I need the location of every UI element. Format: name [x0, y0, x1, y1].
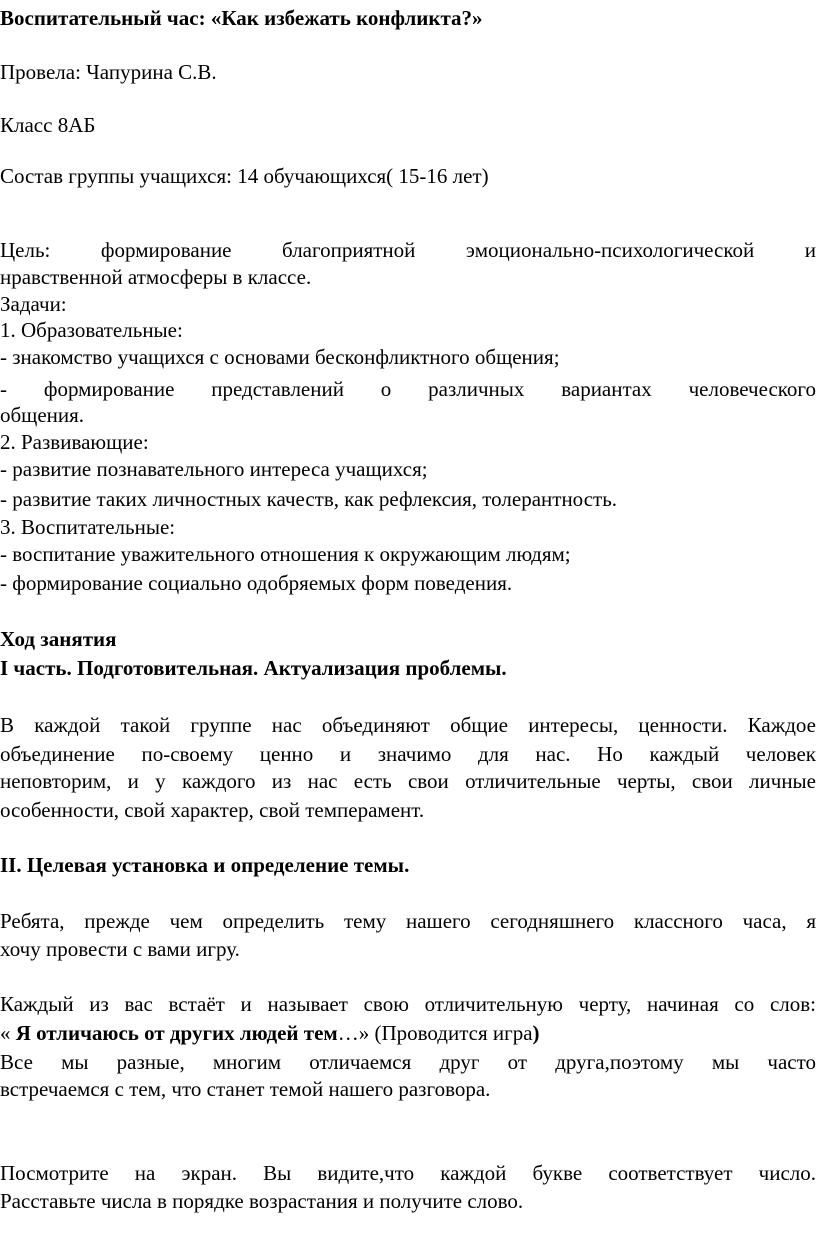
paren-close: )	[532, 1021, 540, 1045]
upbringing-heading: 3. Воспитательные:	[0, 515, 176, 539]
part1-heading: I часть. Подготовительная. Актуализация проблемы.	[0, 656, 507, 680]
upb-item-1: - воспитание уважительного отношения к окружающим людям;	[0, 542, 571, 566]
game-line-1: Каждый из вас встаёт и называет свою отличительную черту, начиная со слов:	[0, 992, 816, 1016]
diff-line-2: встречаемся с тем, что станет темой нашего разговора.	[0, 1077, 491, 1101]
lesson-heading: Ход занятия	[0, 627, 117, 651]
document-title: Воспитательный час: «Как избежать конфликта?»	[0, 6, 483, 30]
quote-bold-phrase: Я отличаюсь от других людей тем	[15, 1021, 338, 1045]
screen-line-2: Расставьте числа в порядке возрастания и получите слово.	[0, 1189, 524, 1213]
tasks-heading: Задачи:	[0, 292, 67, 316]
quote-open: «	[0, 1021, 16, 1045]
part1-paragraph-line-3: неповторим, и у каждого из нас есть свои отличительные черты, свои личные	[0, 769, 816, 793]
goal-line-1: Цель: формирование благоприятной эмоционально-психологической и	[0, 238, 816, 262]
group-line: Состав группы учащихся: 14 обучающихся( 15-16 лет)	[0, 164, 489, 188]
educational-heading: 1. Образовательные:	[0, 318, 183, 342]
goal-line-2: нравственной атмосферы в классе.	[0, 265, 312, 289]
teacher-line: Провела: Чапурина С.В.	[0, 60, 217, 84]
dev-item-1: - развитие познавательного интереса учащихся;	[0, 457, 428, 481]
developing-heading: 2. Развивающие:	[0, 430, 149, 454]
diff-line-1: Все мы разные, многим отличаемся друг от друга,поэтому мы часто	[0, 1050, 816, 1074]
edu-item-2-line-1: - формирование представлений о различных вариантах человеческого	[0, 377, 816, 401]
part2-heading: II. Целевая установка и определение темы.	[0, 853, 410, 877]
edu-item-2-line-2: общения.	[0, 403, 85, 427]
part1-paragraph-line-4: особенности, свой характер, свой темперамент.	[0, 798, 425, 822]
upb-item-2: - формирование социально одобряемых форм поведения.	[0, 571, 513, 595]
part1-paragraph-line-1: В каждой такой группе нас объединяют общие интересы, ценности. Каждое	[0, 713, 816, 737]
edu-item-1: - знакомство учащихся с основами бесконфликтного общения;	[0, 345, 560, 369]
screen-line-1: Посмотрите на экран. Вы видите,что каждой букве соответствует число.	[0, 1161, 816, 1185]
part2-paragraph-line-2: хочу провести с вами игру.	[0, 937, 240, 961]
dev-item-2: - развитие таких личностных качеств, как рефлексия, толерантность.	[0, 487, 618, 511]
part2-paragraph-line-1: Ребята, прежде чем определить тему нашего сегодняшнего классного часа, я	[0, 909, 816, 933]
quote-close: …» (Проводится игра	[337, 1021, 533, 1045]
part1-paragraph-line-2: объединение по-своему ценно и значимо для нас. Но каждый человек	[0, 742, 816, 766]
class-line: Класс 8АБ	[0, 113, 96, 137]
game-line-2	[0, 1021, 816, 1045]
